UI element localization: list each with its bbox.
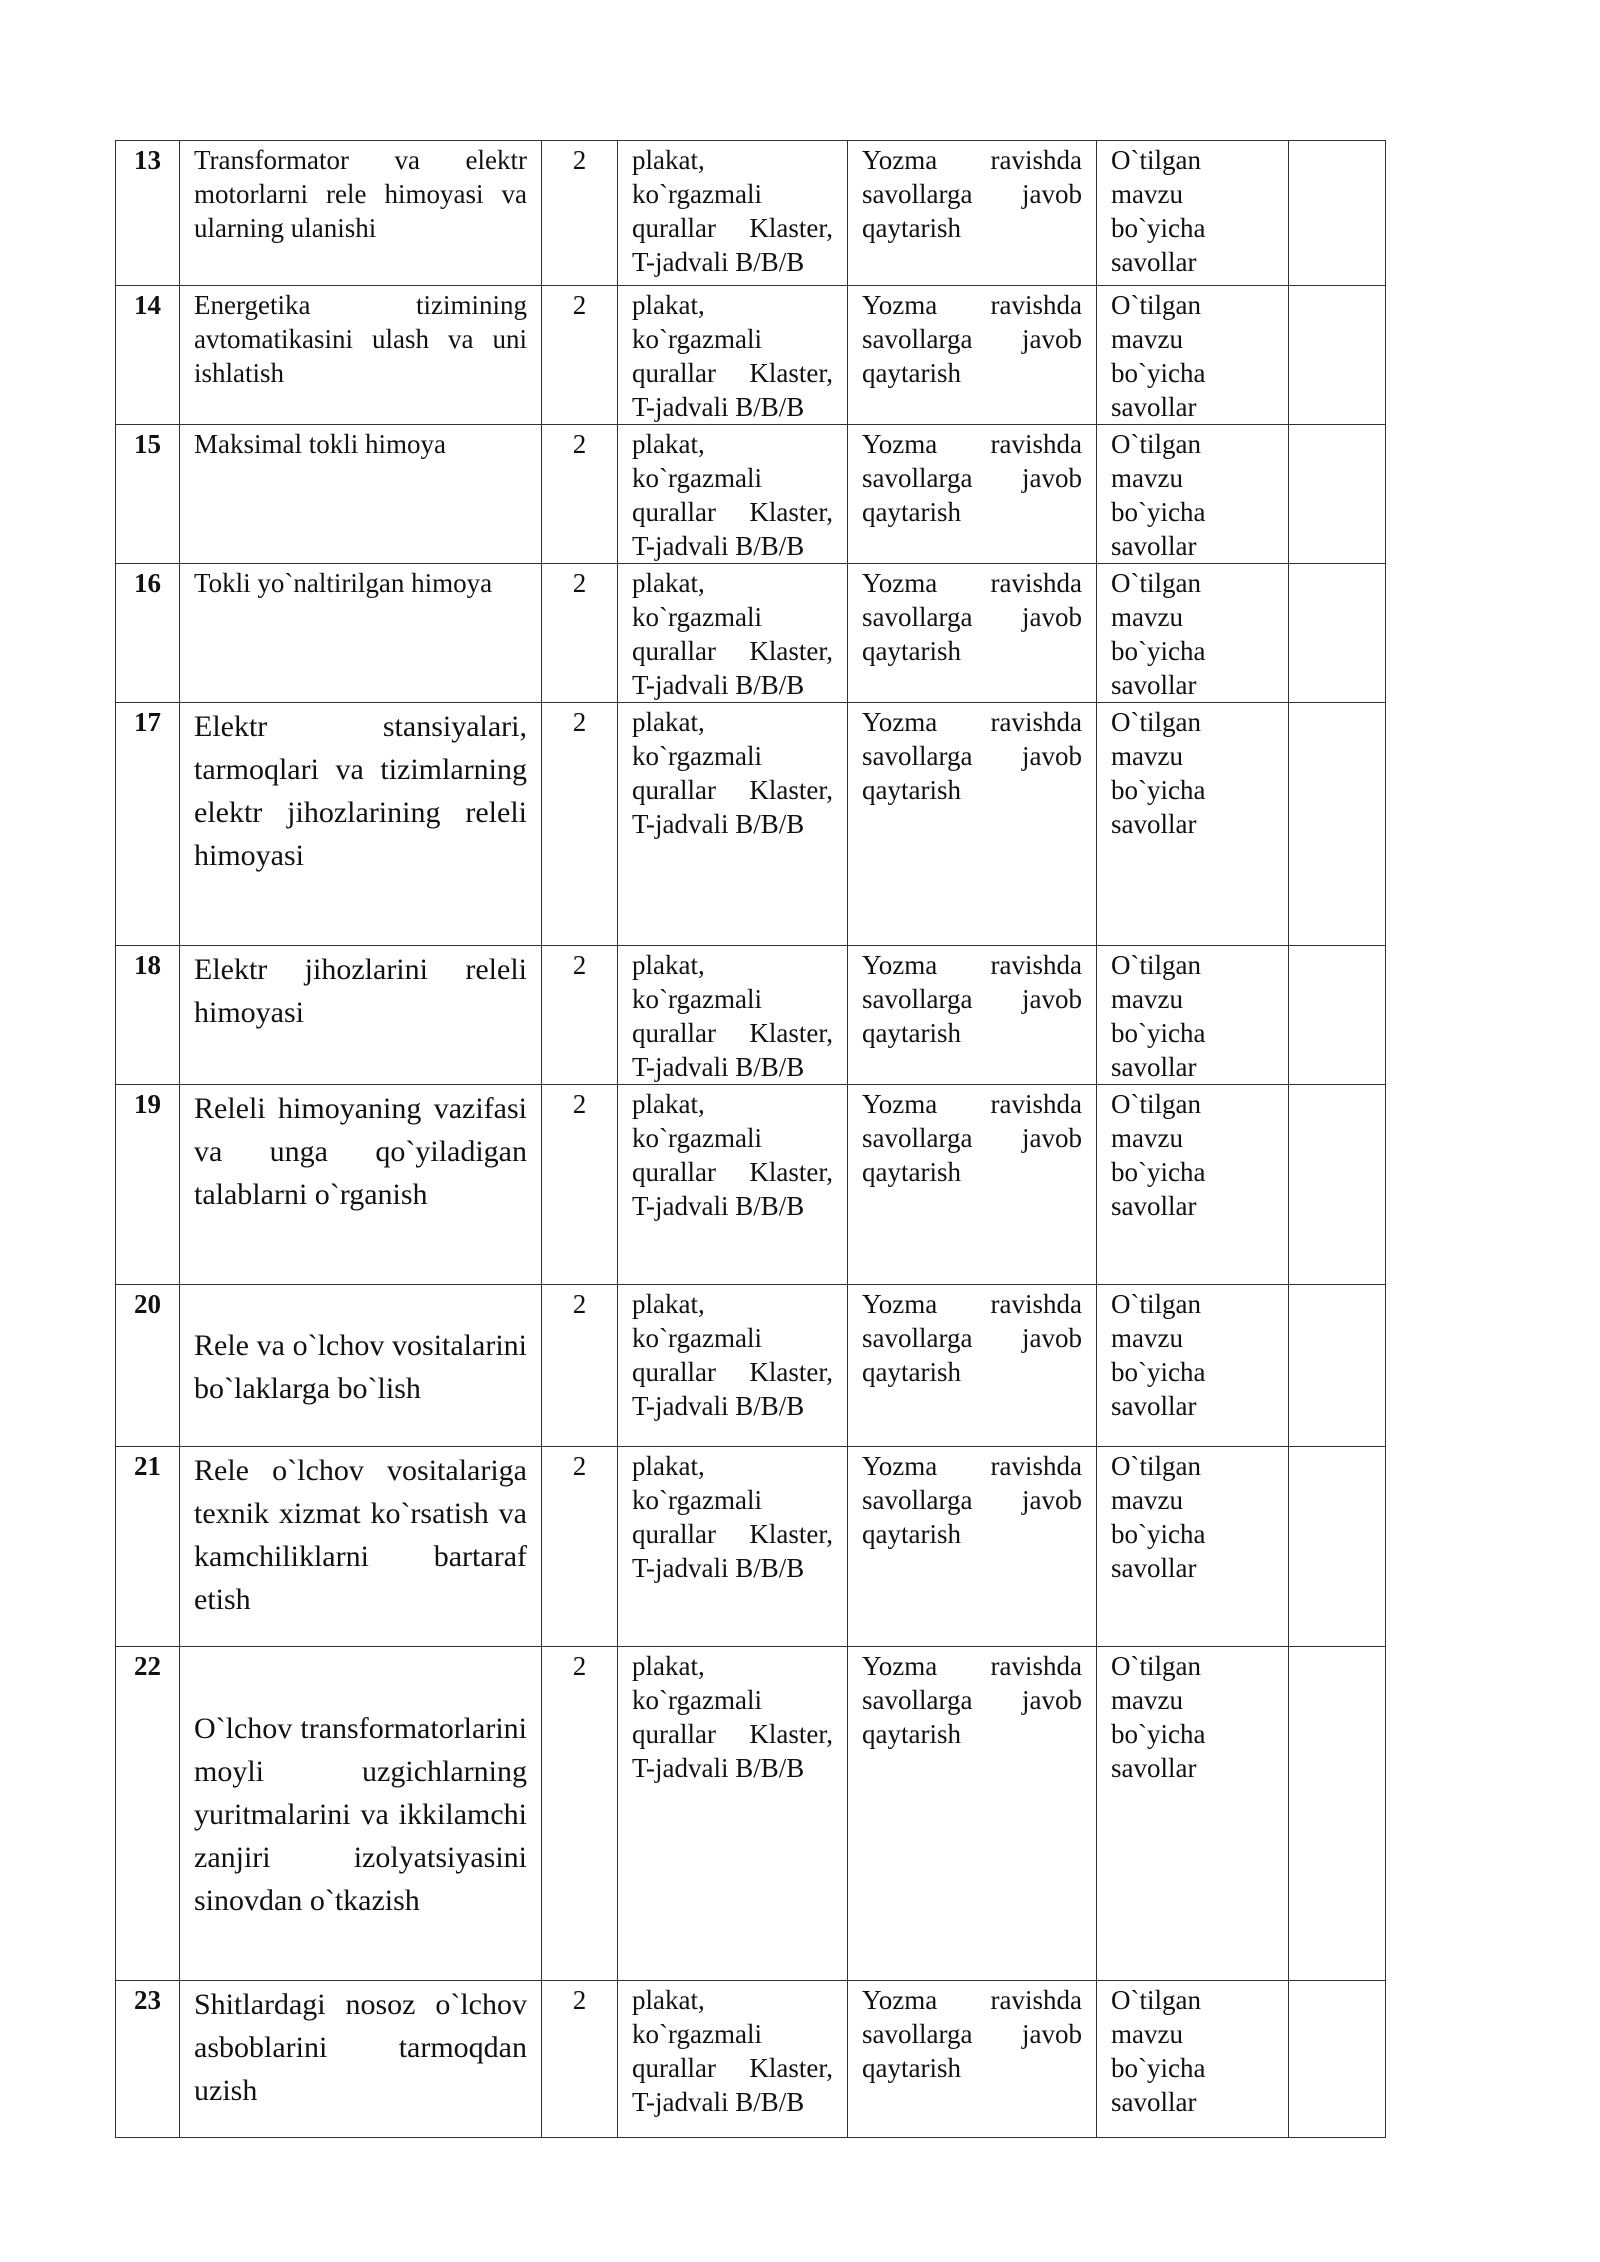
task-cell: Yozma ravishda savollarga javob qaytarish xyxy=(848,703,1097,946)
table-row xyxy=(116,564,1386,703)
method-cell: plakat, ko`rgazmali qurallar Klaster, T-jadvali B/B/B xyxy=(618,1447,848,1647)
extra-cell xyxy=(1289,1647,1386,1981)
row-number: 17 xyxy=(116,703,180,946)
row-number: 22 xyxy=(116,1647,180,1981)
lesson-plan-table xyxy=(115,140,1386,2138)
task-cell: Yozma ravishda savollarga javob qaytarish xyxy=(848,1981,1097,2138)
table-row xyxy=(116,141,1386,286)
hours-cell: 2 xyxy=(542,286,618,425)
hours-cell: 2 xyxy=(542,141,618,286)
control-cell: O`tilgan mavzu bo`yicha savollar xyxy=(1097,946,1289,1085)
row-number: 13 xyxy=(116,141,180,286)
method-cell: plakat, ko`rgazmali qurallar Klaster, T-jadvali B/B/B xyxy=(618,1981,848,2138)
control-cell: O`tilgan mavzu bo`yicha savollar xyxy=(1097,1085,1289,1285)
extra-cell xyxy=(1289,1285,1386,1447)
control-cell: O`tilgan mavzu bo`yicha savollar xyxy=(1097,1981,1289,2138)
table-row xyxy=(116,1285,1386,1447)
control-cell: O`tilgan mavzu bo`yicha savollar xyxy=(1097,1447,1289,1647)
hours-cell: 2 xyxy=(542,1447,618,1647)
method-cell: plakat, ko`rgazmali qurallar Klaster, T-jadvali B/B/B xyxy=(618,425,848,564)
control-cell: O`tilgan mavzu bo`yicha savollar xyxy=(1097,286,1289,425)
topic-cell: Transformator va elektr motorlarni rele himoyasi va ularning ulanishi xyxy=(180,141,542,286)
task-cell: Yozma ravishda savollarga javob qaytarish xyxy=(848,564,1097,703)
extra-cell xyxy=(1289,564,1386,703)
row-number: 19 xyxy=(116,1085,180,1285)
row-number: 20 xyxy=(116,1285,180,1447)
table-row xyxy=(116,286,1386,425)
hours-cell: 2 xyxy=(542,1285,618,1447)
hours-cell: 2 xyxy=(542,425,618,564)
row-number: 16 xyxy=(116,564,180,703)
table-row xyxy=(116,425,1386,564)
task-cell: Yozma ravishda savollarga javob qaytarish xyxy=(848,141,1097,286)
topic-cell: Energetika tizimining avtomatikasini ulash va uni ishlatish xyxy=(180,286,542,425)
method-cell: plakat, ko`rgazmali qurallar Klaster, T-jadvali B/B/B xyxy=(618,1647,848,1981)
control-cell: O`tilgan mavzu bo`yicha savollar xyxy=(1097,1285,1289,1447)
table-row xyxy=(116,1447,1386,1647)
row-number: 15 xyxy=(116,425,180,564)
topic-cell: Rele va o`lchov vositalarini bo`laklarga bo`lish xyxy=(180,1285,542,1447)
task-cell: Yozma ravishda savollarga javob qaytarish xyxy=(848,1285,1097,1447)
topic-cell: Elektr stansiyalari, tarmoqlari va tizimlarning elektr jihozlarining releli himoyasi xyxy=(180,703,542,946)
row-number: 14 xyxy=(116,286,180,425)
hours-cell: 2 xyxy=(542,1647,618,1981)
extra-cell xyxy=(1289,1981,1386,2138)
extra-cell xyxy=(1289,1447,1386,1647)
hours-cell: 2 xyxy=(542,564,618,703)
table-row xyxy=(116,946,1386,1085)
topic-cell: Elektr jihozlarini releli himoyasi xyxy=(180,946,542,1085)
topic-cell: Maksimal tokli himoya xyxy=(180,425,542,564)
hours-cell: 2 xyxy=(542,1085,618,1285)
control-cell: O`tilgan mavzu bo`yicha savollar xyxy=(1097,141,1289,286)
control-cell: O`tilgan mavzu bo`yicha savollar xyxy=(1097,703,1289,946)
extra-cell xyxy=(1289,286,1386,425)
row-number: 23 xyxy=(116,1981,180,2138)
topic-cell: Tokli yo`naltirilgan himoya xyxy=(180,564,542,703)
task-cell: Yozma ravishda savollarga javob qaytarish xyxy=(848,1085,1097,1285)
method-cell: plakat, ko`rgazmali qurallar Klaster, T-jadvali B/B/B xyxy=(618,1285,848,1447)
hours-cell: 2 xyxy=(542,1981,618,2138)
topic-cell: Releli himoyaning vazifasi va unga qo`yiladigan talablarni o`rganish xyxy=(180,1085,542,1285)
table-row xyxy=(116,703,1386,946)
hours-cell: 2 xyxy=(542,946,618,1085)
row-number: 18 xyxy=(116,946,180,1085)
method-cell: plakat, ko`rgazmali qurallar Klaster, T-jadvali B/B/B xyxy=(618,564,848,703)
extra-cell xyxy=(1289,946,1386,1085)
task-cell: Yozma ravishda savollarga javob qaytarish xyxy=(848,286,1097,425)
hours-cell: 2 xyxy=(542,703,618,946)
task-cell: Yozma ravishda savollarga javob qaytarish xyxy=(848,946,1097,1085)
task-cell: Yozma ravishda savollarga javob qaytarish xyxy=(848,1447,1097,1647)
method-cell: plakat, ko`rgazmali qurallar Klaster, T-jadvali B/B/B xyxy=(618,703,848,946)
table-row xyxy=(116,1647,1386,1981)
task-cell: Yozma ravishda savollarga javob qaytarish xyxy=(848,425,1097,564)
control-cell: O`tilgan mavzu bo`yicha savollar xyxy=(1097,1647,1289,1981)
method-cell: plakat, ko`rgazmali qurallar Klaster, T-jadvali B/B/B xyxy=(618,141,848,286)
control-cell: O`tilgan mavzu bo`yicha savollar xyxy=(1097,425,1289,564)
extra-cell xyxy=(1289,141,1386,286)
control-cell: O`tilgan mavzu bo`yicha savollar xyxy=(1097,564,1289,703)
table-row xyxy=(116,1981,1386,2138)
topic-cell: Rele o`lchov vositalariga texnik xizmat ko`rsatish va kamchiliklarni bartaraf etish xyxy=(180,1447,542,1647)
method-cell: plakat, ko`rgazmali qurallar Klaster, T-jadvali B/B/B xyxy=(618,1085,848,1285)
topic-cell: O`lchov transformatorlarini moyli uzgichlarning yuritmalarini va ikkilamchi zanjiri izolyatsiyasini sinovdan o`tkazish xyxy=(180,1647,542,1981)
topic-cell: Shitlardagi nosoz o`lchov asboblarini tarmoqdan uzish xyxy=(180,1981,542,2138)
table-row xyxy=(116,1085,1386,1285)
method-cell: plakat, ko`rgazmali qurallar Klaster, T-jadvali B/B/B xyxy=(618,286,848,425)
extra-cell xyxy=(1289,425,1386,564)
extra-cell xyxy=(1289,703,1386,946)
task-cell: Yozma ravishda savollarga javob qaytarish xyxy=(848,1647,1097,1981)
method-cell: plakat, ko`rgazmali qurallar Klaster, T-jadvali B/B/B xyxy=(618,946,848,1085)
row-number: 21 xyxy=(116,1447,180,1647)
extra-cell xyxy=(1289,1085,1386,1285)
